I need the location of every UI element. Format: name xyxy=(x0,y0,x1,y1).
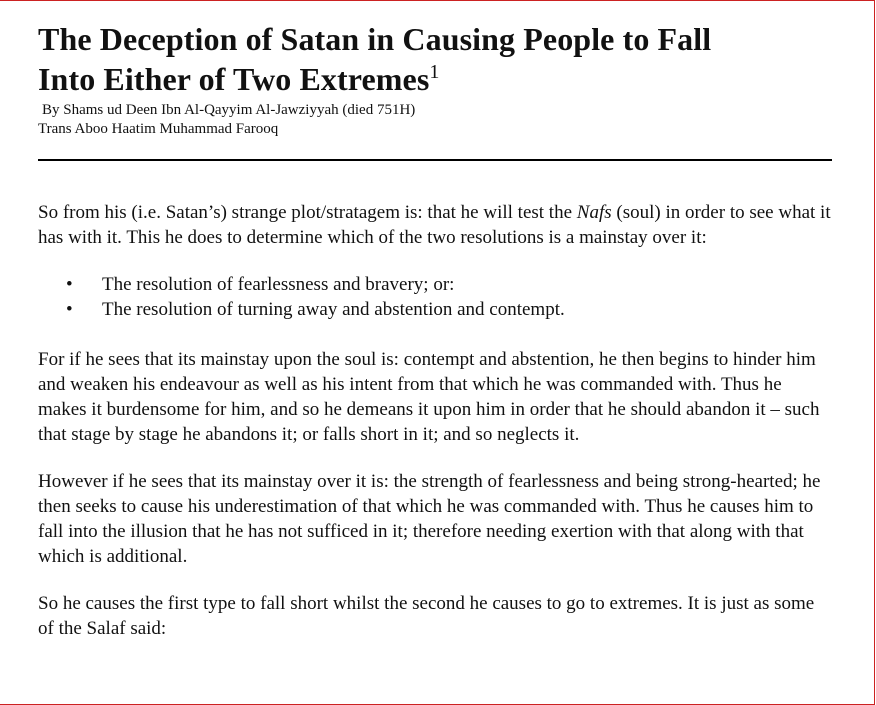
translator-line: Trans Aboo Haatim Muhammad Farooq xyxy=(38,121,279,137)
paragraph-1 xyxy=(38,200,834,250)
list-item-text: The resolution of fearlessness and bravery; or: xyxy=(102,274,455,295)
title-line-2: Into Either of Two Extremes xyxy=(38,61,430,97)
list-item xyxy=(38,297,834,322)
footnote-marker[interactable]: 1 xyxy=(429,61,440,83)
title-line-1: The Deception of Satan in Causing People to Fall xyxy=(38,21,712,57)
document-page xyxy=(38,19,834,641)
byline xyxy=(38,101,834,139)
author-line: By Shams ud Deen Ibn Al-Qayyim Al-Jawziyyah (died 751H) xyxy=(42,102,416,118)
header-divider xyxy=(38,159,832,161)
paragraph-4: So he causes the first type to fall short whilst the second he causes to go to extremes. It is just as some of the Salaf said: xyxy=(38,593,815,639)
bullet-icon: • xyxy=(66,299,73,320)
list-item-text: The resolution of turning away and abstention and contempt. xyxy=(102,299,565,320)
bullet-icon: • xyxy=(66,274,73,295)
paragraph-2: For if he sees that its mainstay upon the soul is: contempt and abstention, he then begins to hinder him and weaken his endeavour as well as his intent from that which he was commanded with. Thus he makes it burdensome for him, and so he demeans it upon him in order that he should abandon it – such that stage by stage he abandons it; or falls short in it; and so neglects it. xyxy=(38,349,820,445)
paragraph-1-start: So from his (i.e. Satan’s) strange plot/stratagem is: that he will test the xyxy=(38,202,577,223)
document-title xyxy=(38,19,834,99)
resolution-list xyxy=(38,272,834,322)
nafs-term: Nafs xyxy=(576,202,612,223)
paragraph-3: However if he sees that its mainstay over it is: the strength of fearlessness and being strong-hearted; he then seeks to cause his underestimation of that which he was commanded with. Thus he causes him to fall into the illusion that he has not sufficed in it; therefore needing exertion with that along with that which is additional. xyxy=(38,471,821,567)
list-item xyxy=(38,272,834,297)
paragraph-1-end: (soul) in order to see what it has with it. This he does to determine which of the two resolutions is a mainstay over it: xyxy=(38,202,831,248)
